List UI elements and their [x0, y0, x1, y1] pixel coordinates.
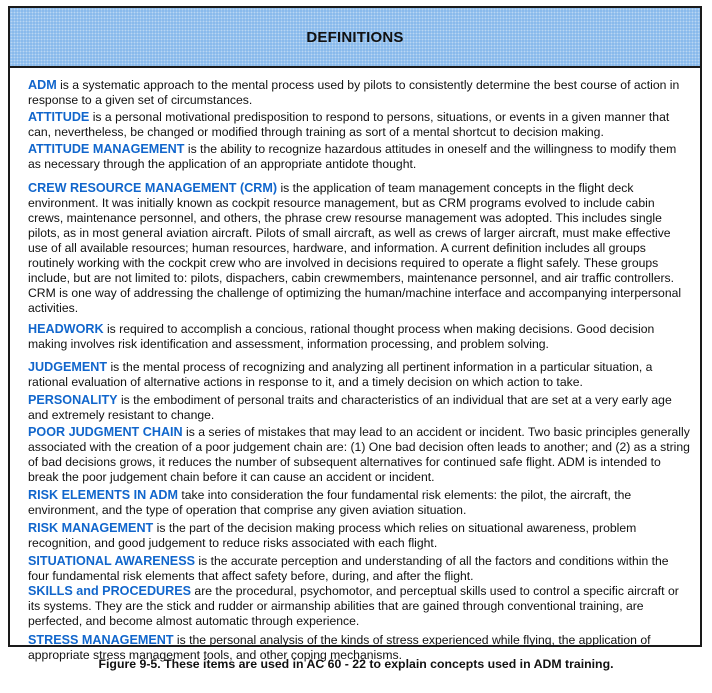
definition-skills-procedures	[28, 584, 690, 629]
definitions-list	[28, 78, 690, 663]
definition-adm	[28, 78, 690, 108]
definitions-title: DEFINITIONS	[306, 28, 404, 46]
definition-text-situational-awareness: is the accurate perception and understanding of all the factors and conditions within the four fundamental risk elements that affect safety before, during, and after the flight.	[28, 554, 669, 583]
definition-text-stress-management: is the personal analysis of the kinds of stress experienced while flying, the application of appropriate stress management tools, and other coping mechanisms.	[28, 633, 651, 662]
definition-text-skills-procedures: are the procedural, psychomotor, and perceptual skills used to control a specific aircraft or its systems. They are the stick and rudder or airmanship abilities that are gained through conventional training, are perfected, and become almost automatic through experience.	[28, 584, 679, 628]
definition-text-judgement: is the mental process of recognizing and analyzing all pertinent information in a particular situation, a rational evaluation of alternative actions in response to it, and a timely decision on which action to take.	[28, 360, 653, 389]
definition-poor-judgment-chain	[28, 425, 690, 485]
definition-headwork	[28, 322, 690, 352]
term-situational-awareness: SITUATIONAL AWARENESS	[28, 554, 195, 568]
definition-personality	[28, 393, 690, 423]
definition-text-headwork: is required to accomplish a concious, rational thought process when making decisions. Good decision making involves risk identification and assessment, information processing, and problem solving.	[28, 322, 655, 351]
definition-risk-elements	[28, 488, 690, 518]
term-judgement: JUDGEMENT	[28, 360, 108, 374]
term-headwork: HEADWORK	[28, 322, 104, 336]
definition-text-risk-management: is the part of the decision making process which relies on situational awareness, problem recognition, and good judgement to reduce risks associated with each flight.	[28, 521, 637, 550]
term-crm: CREW RESOURCE MANAGEMENT (CRM)	[28, 181, 278, 195]
definition-text-crm: is the application of team management concepts in the flight deck environment. It was initially known as cockpit resource management, but as CRM programs evolved to include cabin crews, maintenance personnel, and others, the phrase crew resourse management was adopted. This includes single pilots, as in most general aviation aircraft. Pilots of small aircraft, as well as crews of larger aircraft, must make effective use of all available resources; human resources, hardware, and information. A current definition includes all groups routinely working with the cockpit crew who are involved in decisions required to operate a flight safely. These groups include, but are not limited to: pilots, dispachers, cabin crewmembers, maintenance personnel, and air traffic controllers. CRM is one way of addressing the challenge of optimizing the human/machine interface and accompanying interpersonal activities.	[28, 181, 682, 315]
definition-text-poor-judgment-chain: is a series of mistakes that may lead to an accident or incident. Two basic principles generally associated with the creation of a poor judgement chain are: (1) One bad decision often leads to another; and (2) as a string of bad decisions grows, it reduces the number of subsequent alternatives for continued safe flight. ADM is intended to break the poor judgement chain before it can cause an accident or incident.	[28, 425, 690, 484]
definition-judgement	[28, 360, 690, 390]
definition-risk-management	[28, 521, 690, 551]
definition-text-risk-elements: take into consideration the four fundamental risk elements: the pilot, the aircraft, the environment, and the type of operation that comprise any given aviation situation.	[28, 488, 632, 517]
term-risk-management: RISK MANAGEMENT	[28, 521, 154, 535]
term-adm: ADM	[28, 78, 57, 92]
definitions-box	[8, 6, 702, 662]
term-risk-elements: RISK ELEMENTS IN ADM	[28, 488, 178, 502]
definition-text-personality: is the embodiment of personal traits and characteristics of an individual that are set at a very early age and extremely resistant to change.	[28, 393, 672, 422]
term-stress-management: STRESS MANAGEMENT	[28, 633, 174, 647]
definition-text-attitude-management: is the ability to recognize hazardous attitudes in oneself and the willingness to modify them as necessary through the application of an appropriate antidote thought.	[28, 142, 677, 171]
definitions-header	[10, 8, 700, 68]
definition-crm	[28, 181, 690, 316]
term-attitude: ATTITUDE	[28, 110, 90, 124]
definition-situational-awareness	[28, 554, 690, 584]
term-poor-judgment-chain: POOR JUDGMENT CHAIN	[28, 425, 183, 439]
term-personality: PERSONALITY	[28, 393, 118, 407]
definition-attitude	[28, 110, 690, 140]
definition-attitude-management	[28, 142, 690, 172]
term-attitude-management: ATTITUDE MANAGEMENT	[28, 142, 185, 156]
definition-text-attitude: is a personal motivational predisposition to respond to persons, situations, or events in a given manner that can, nevertheless, be changed or modified through training as sort of a mental shortcut to decision making.	[28, 110, 670, 139]
figure-caption: Figure 9-5. These items are used in AC 60 - 22 to explain concepts used in ADM training.	[98, 657, 614, 671]
term-skills-procedures: SKILLS and PROCEDURES	[28, 584, 192, 598]
definition-text-adm: is a systematic approach to the mental process used by pilots to consistently determine the best course of action in response to a given set of circumstances.	[28, 78, 680, 107]
